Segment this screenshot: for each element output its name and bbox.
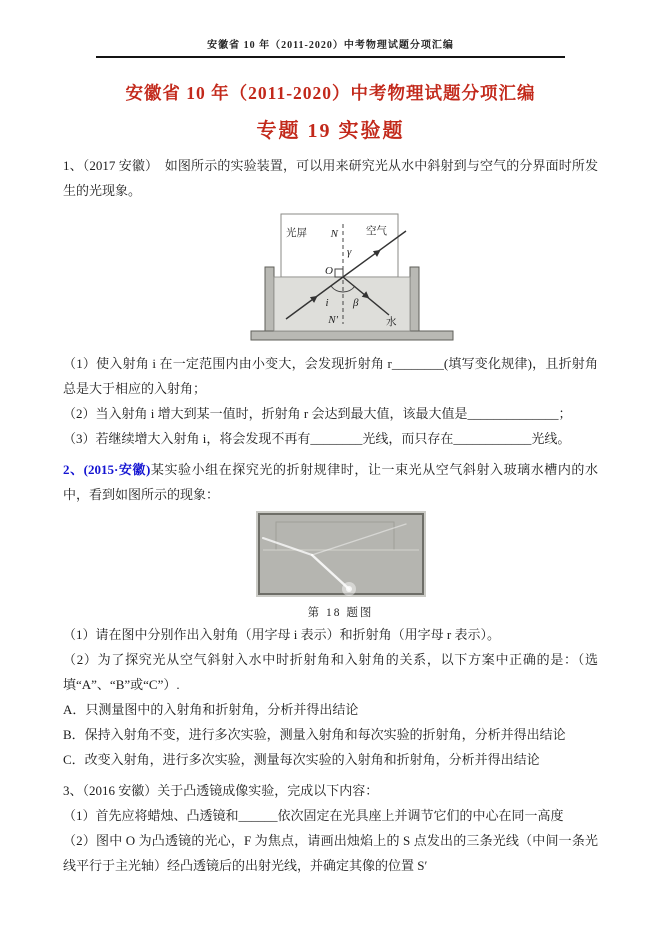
tank-base — [251, 331, 453, 340]
tank-right-wall — [410, 267, 419, 331]
question-2-intro — [63, 457, 598, 507]
question-1-intro: 1、（2017 安徽） 如图所示的实验装置，可以用来研究光从水中斜射到与空气的分界面时所发生的光现象。 — [63, 158, 598, 198]
q2-item-2: （2）为了探究光从空气斜射入水中时折射角和入射角的关系，以下方案中正确的是：（选填“A”、“B”或“C”）. — [63, 652, 598, 692]
q2-photo-caption: 第 18 题图 — [307, 607, 374, 619]
question-3-intro: 3、（2016 安徽）关于凸透镜成像实验，完成以下内容： — [63, 783, 379, 798]
label-gamma-angle: γ — [346, 246, 351, 258]
header-rule — [96, 56, 565, 58]
label-incidence-angle: i — [324, 297, 329, 309]
label-point-o: O — [324, 265, 333, 277]
label-water: 水 — [385, 317, 396, 328]
label-air: 空气 — [365, 226, 387, 237]
topic-title: 专题 19 实验题 — [256, 120, 405, 142]
q3-item-1: （1）首先应将蜡烛、凸透镜和______依次固定在光具座上并调节它们的中心在同一高度 — [63, 808, 564, 823]
q2-option-c: C．改变入射角，进行多次实验，测量每次实验的入射角和折射角，分析并得出结论 — [63, 752, 540, 767]
q1-figure-refraction-apparatus — [22, 209, 661, 349]
label-normal-bottom: N′ — [327, 314, 338, 326]
light-screen — [281, 214, 398, 277]
q1-item-2: （2）当入射角 i 增大到某一值时，折射角 r 会达到最大值，该最大值是______________； — [63, 406, 572, 421]
label-beta-angle: β — [352, 297, 358, 309]
label-light-screen: 光屏 — [285, 228, 307, 239]
refraction-photo — [256, 511, 426, 597]
document-title: 安徽省 10 年（2011-2020）中考物理试题分项汇编 — [125, 83, 536, 103]
q2-item-1: （1）请在图中分别作出入射角（用字母 i 表示）和折射角（用字母 r 表示）。 — [63, 627, 500, 642]
q1-item-3: （3）若继续增大入射角 i，将会发现不再有________光线，而只存在____________光线。 — [63, 431, 571, 446]
q3-item-2: （2）图中 O 为凸透镜的光心，F 为焦点，请画出烛焰上的 S 点发出的三条光线（中间一条光线平行于主光轴）经凸透镜后的出射光线，并确定其像的位置 S′ — [63, 833, 598, 873]
q2-intro-text: 某实验小组在探究光的折射规律时，让一束光从空气斜射入玻璃水槽内的水中，看到如图所示的现象： — [63, 462, 598, 502]
tank-left-wall — [265, 267, 274, 331]
q2-source-tag: 2、(2015·安徽) — [63, 462, 151, 477]
label-normal-top: N — [330, 228, 338, 240]
q1-item-1: （1）使入射角 i 在一定范围内由小变大，会发现折射角 r________(填写变化规律)，且折射角总是大于相应的入射角； — [63, 356, 598, 396]
q2-option-a: A．只测量图中的入射角和折射角，分析并得出结论 — [63, 702, 359, 717]
refraction-apparatus-diagram — [248, 209, 458, 344]
photo-beam-spot — [346, 586, 352, 592]
q2-photo-refraction — [10, 511, 661, 622]
right-angle-marker — [335, 269, 343, 277]
q2-option-b: B．保持入射角不变，进行多次实验，测量入射角和每次实验的折射角，分析并得出结论 — [63, 727, 566, 742]
running-header: 安徽省 10 年（2011-2020）中考物理试题分项汇编 — [207, 40, 454, 51]
